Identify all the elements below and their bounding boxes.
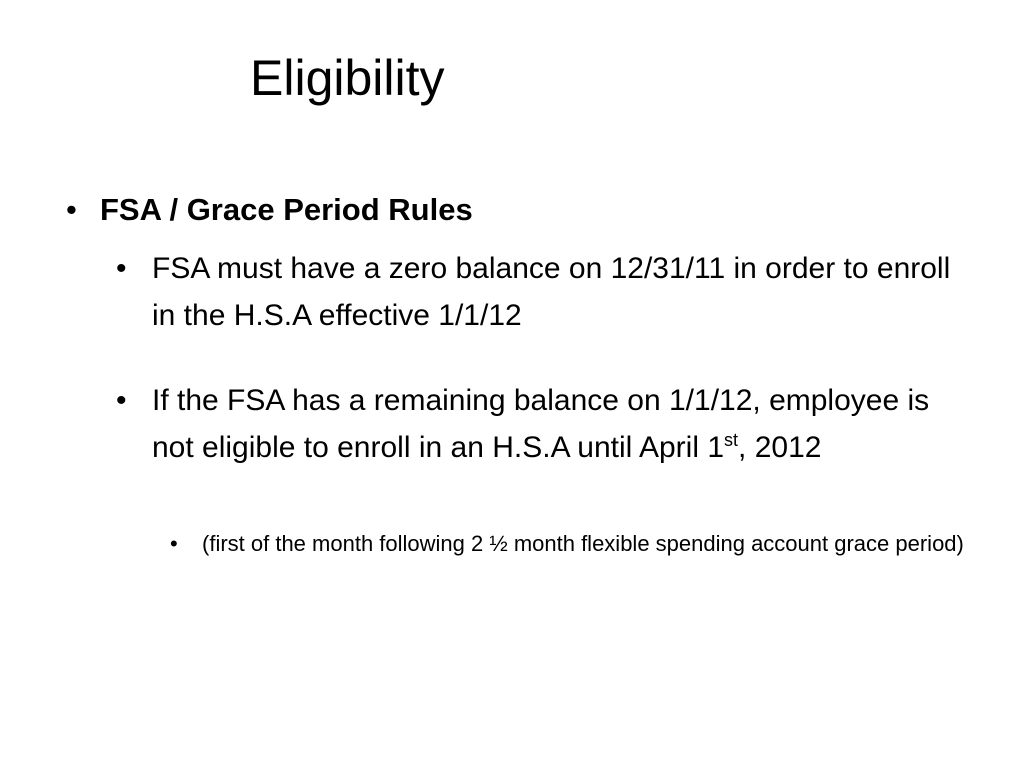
bullet-remaining-balance-text xyxy=(152,377,962,471)
bullet-dot-icon: • xyxy=(116,384,127,417)
bullet-zero-balance-text: FSA must have a zero balance on 12/31/11 in order to enroll in the H.S.A effective 1/1/12 xyxy=(152,252,951,332)
ordinal-suffix: st xyxy=(724,430,739,450)
remaining-balance-text-year: , 2012 xyxy=(738,431,822,464)
slide-title: Eligibility xyxy=(250,50,445,106)
bullet-zero-balance-rule xyxy=(116,245,976,339)
bullet-grace-period-note xyxy=(170,528,990,560)
bullet-remaining-balance-rule xyxy=(116,377,976,471)
remaining-balance-text-main: If the FSA has a remaining balance on 1/1/12, employee is not eligible to enroll in an H.S.A until April 1 xyxy=(152,384,930,464)
bullet-dot-icon: • xyxy=(170,531,178,556)
bullet-heading-text: FSA / Grace Period Rules xyxy=(100,192,473,227)
bullet-dot-icon: • xyxy=(116,252,127,285)
bullet-dot-icon: • xyxy=(66,192,77,227)
bullet-fsa-grace-period-rules xyxy=(66,190,966,230)
bullet-grace-period-note-text: (first of the month following 2 ½ month flexible spending account grace period) xyxy=(202,531,964,556)
